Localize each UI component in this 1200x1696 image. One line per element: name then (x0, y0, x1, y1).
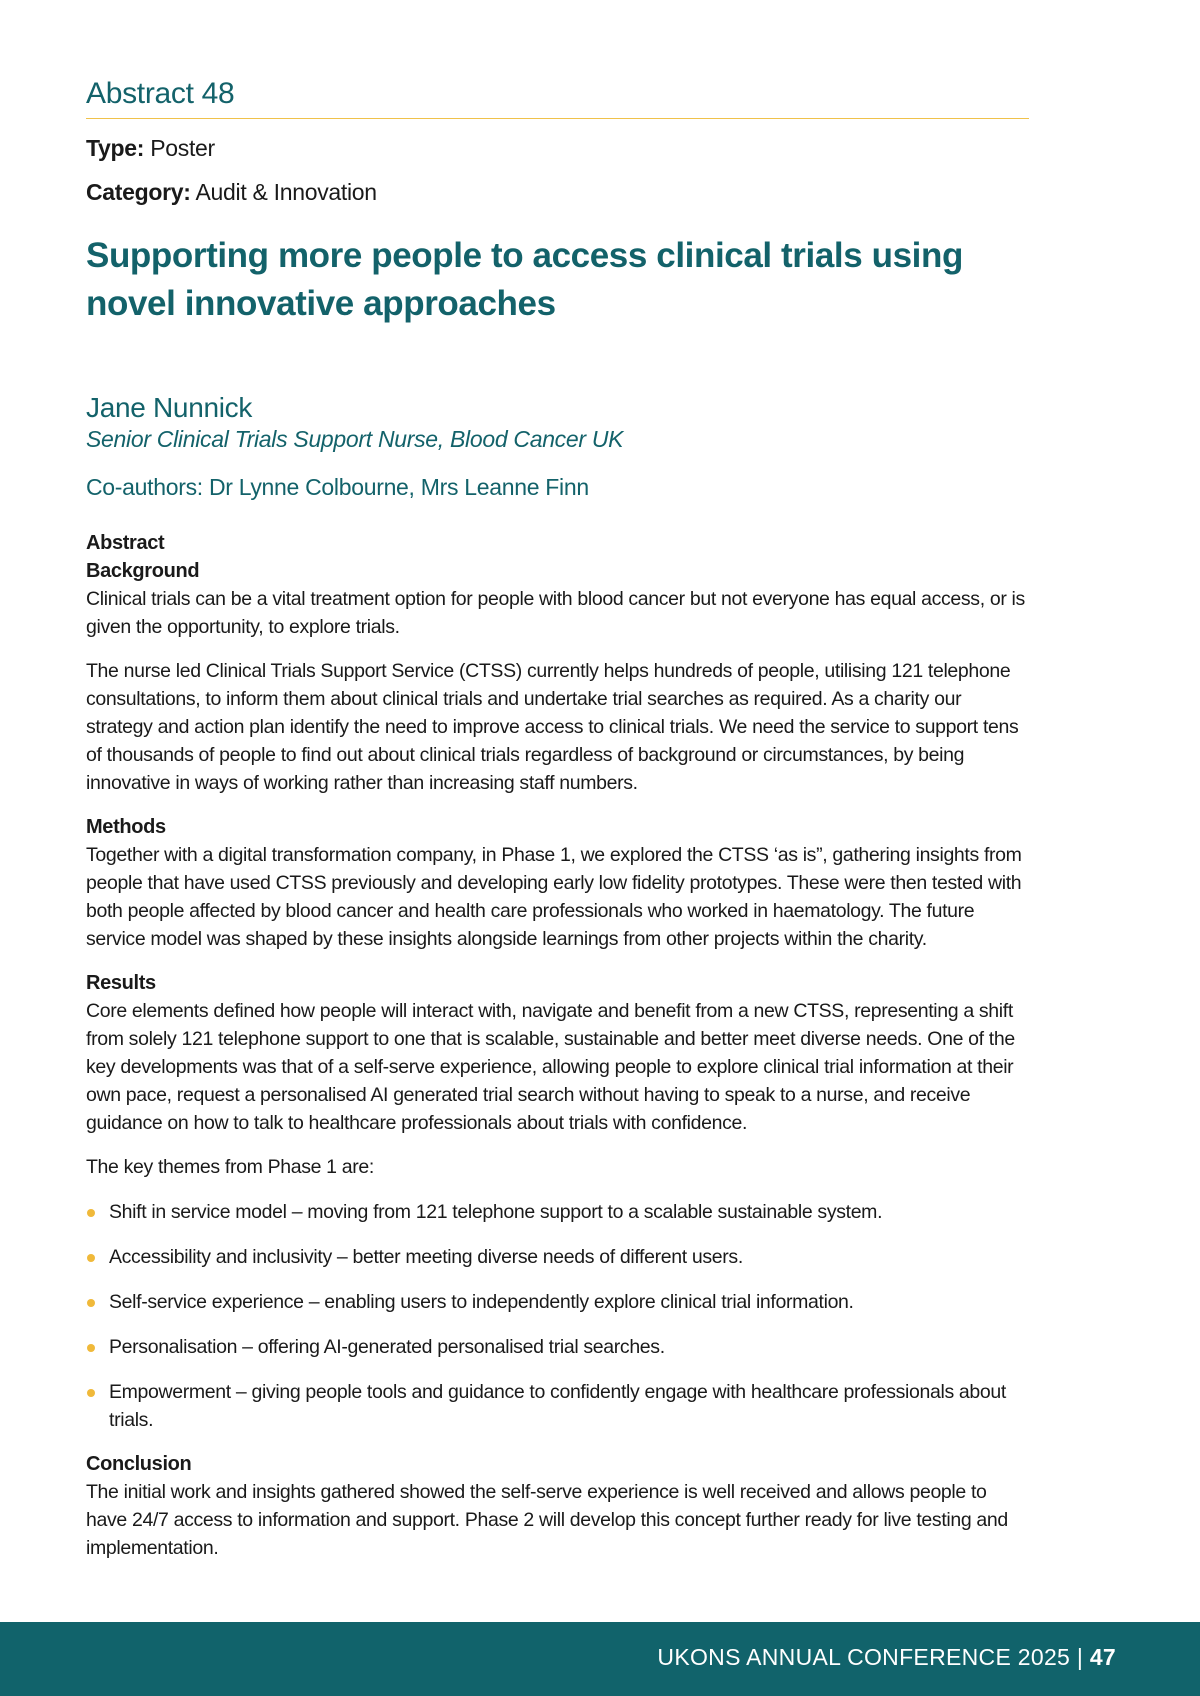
bullet-dot-icon (87, 1299, 95, 1307)
list-item-text: Accessibility and inclusivity – better meeting diverse needs of different users. (109, 1246, 743, 1269)
type-value: Poster (150, 135, 215, 161)
title-line: Supporting more people to access clinical trials using (86, 236, 963, 276)
results-heading: Results (86, 972, 156, 995)
bullet-dot-icon (87, 1254, 95, 1262)
conclusion-paragraph: The initial work and insights gathered showed the self-serve experience is well received and allows people to have 24/7 access to information and support. Phase 2 will develop this concept further ready for live testing and implementation. (86, 1481, 1008, 1560)
list-item (86, 1333, 1029, 1361)
list-item (86, 1288, 1029, 1316)
background-paragraph: The nurse led Clinical Trials Support Service (CTSS) currently helps hundreds of people, utilising 121 telephone consultations, to inform them about clinical trials and undertake trial searches as required. As a charity our strategy and action plan identify the need to improve access to clinical trials. We need the service to support tens of thousands of people to find out about clinical trials regardless of background or circumstances, by being innovative in ways of working rather than increasing staff numbers. (86, 660, 1019, 795)
page-number: 47 (1089, 1644, 1116, 1670)
list-item-text: Shift in service model – moving from 121 telephone support to a scalable sustainable system. (109, 1201, 883, 1224)
category-value: Audit & Innovation (195, 178, 377, 205)
methods-heading: Methods (86, 816, 166, 839)
bullet-dot-icon (87, 1209, 95, 1217)
abstract-title (86, 232, 1029, 329)
type-label: Type: (86, 135, 145, 161)
background-heading: Background (86, 560, 200, 583)
key-themes-list (86, 1198, 1029, 1434)
author-block (86, 391, 1029, 502)
list-item-text: Empowerment – giving people tools and guidance to confidently engage with healthcare professionals about trials. (109, 1381, 1006, 1432)
category-line (86, 179, 1029, 207)
abstract-number: Abstract 48 (86, 76, 1029, 119)
conference-name: UKONS ANNUAL CONFERENCE 2025 (657, 1644, 1071, 1670)
abstract-page (86, 76, 1029, 1562)
bullet-dot-icon (87, 1344, 95, 1352)
results-intro: The key themes from Phase 1 are: (86, 1156, 374, 1179)
results-paragraph: Core elements defined how people will interact with, navigate and benefit from a new CTSS, representing a shift from solely 121 telephone support to one that is scalable, sustainable and better meet diverse needs. One of the key developments was that of a self-serve experience, allowing people to explore clinical trial information at their own pace, request a personalised AI generated trial search without having to speak to a nurse, and receive guidance on how to talk to healthcare professionals about trials with confidence. (86, 1000, 1015, 1135)
bullet-dot-icon (87, 1389, 95, 1397)
coauthors: Co-authors: Dr Lynne Colbourne, Mrs Leanne Finn (86, 474, 589, 501)
category-label: Category: (86, 178, 191, 205)
list-item-text: Personalisation – offering AI-generated personalised trial searches. (109, 1336, 665, 1359)
footer-separator: | (1070, 1644, 1090, 1670)
page-footer (0, 1622, 1200, 1696)
list-item (86, 1243, 1029, 1271)
footer-text (657, 1644, 1116, 1671)
abstract-heading: Abstract (86, 532, 165, 555)
author-role: Senior Clinical Trials Support Nurse, Blood Cancer UK (86, 426, 624, 453)
background-paragraph: Clinical trials can be a vital treatment option for people with blood cancer but not everyone has equal access, or is given the opportunity, to explore trials. (86, 588, 1025, 639)
title-line: novel innovative approaches (86, 284, 556, 324)
author-name: Jane Nunnick (86, 391, 253, 423)
list-item (86, 1198, 1029, 1226)
list-item-text: Self-service experience – enabling users to independently explore clinical trial information. (109, 1291, 854, 1314)
abstract-body (86, 529, 1029, 1562)
list-item (86, 1378, 1029, 1434)
type-line (86, 135, 1029, 163)
methods-paragraph: Together with a digital transformation company, in Phase 1, we explored the CTSS ‘as is”, gathering insights from people that have used CTSS previously and developing early low fidelity prototypes. These were then tested with both people affected by blood cancer and health care professionals who worked in haematology. The future service model was shaped by these insights alongside learnings from other projects within the charity. (86, 844, 1022, 951)
conclusion-heading: Conclusion (86, 1453, 192, 1476)
